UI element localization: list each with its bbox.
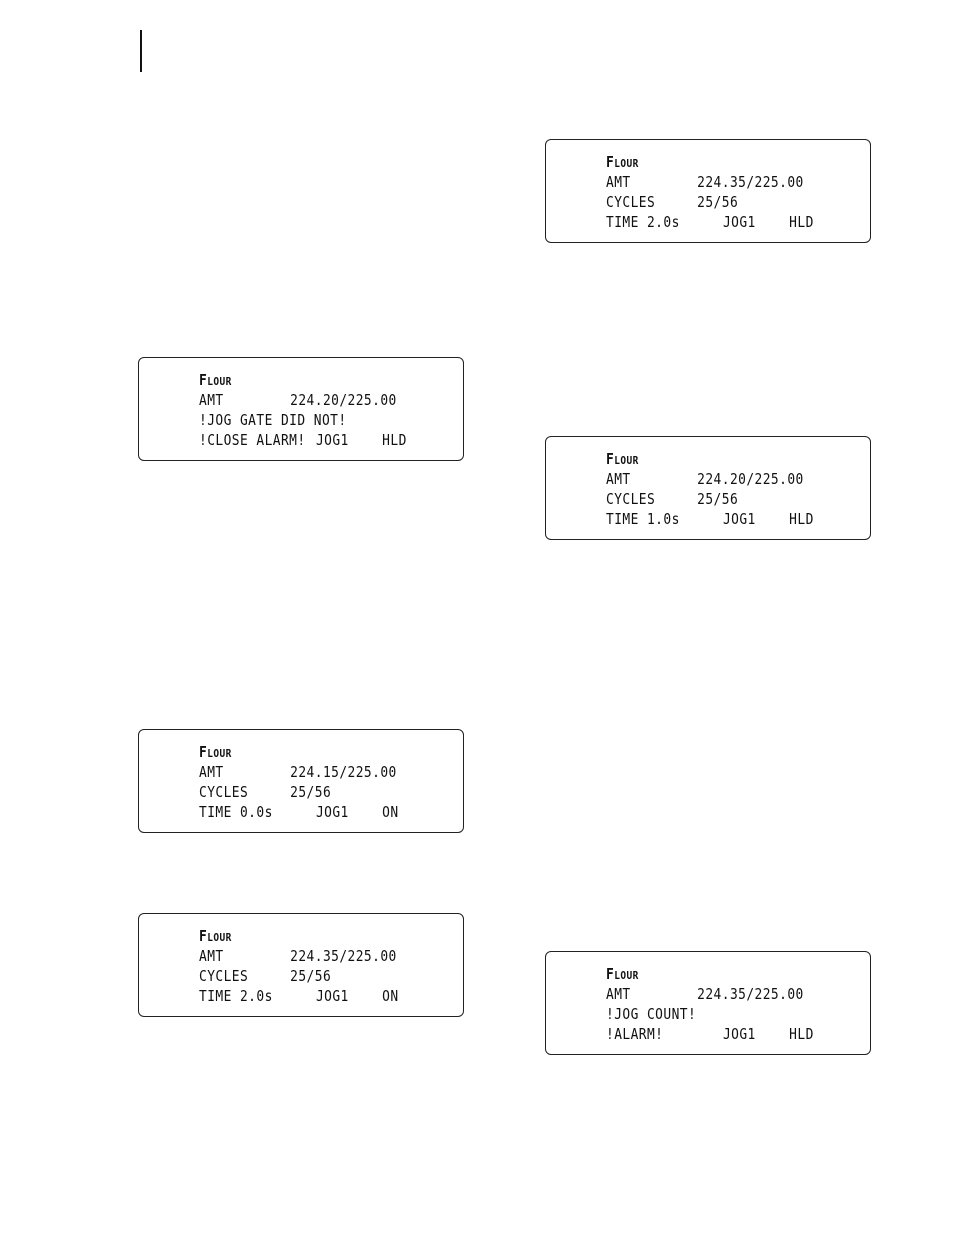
display-row-time (606, 212, 814, 232)
display-title: Flour (606, 965, 639, 983)
lcd-display-time-zero (138, 729, 464, 833)
row-status: HLD (789, 1025, 814, 1043)
display-row-time (606, 509, 814, 529)
lcd-display-mid-right (545, 436, 871, 540)
margin-rule (140, 30, 142, 72)
display-row-time (199, 986, 399, 1006)
row-value: 25/56 (697, 490, 739, 508)
row-label: AMT (199, 947, 224, 965)
display-title: Flour (606, 153, 639, 171)
display-row-alarm-message (606, 1004, 697, 1024)
display-row-time (199, 802, 399, 822)
row-label: CYCLES (606, 193, 656, 211)
row-value: 224.20/225.00 (697, 470, 804, 488)
lcd-display-top-right (545, 139, 871, 243)
display-title: Flour (199, 371, 232, 389)
row-label: AMT (606, 173, 631, 191)
row-value: 25/56 (697, 193, 739, 211)
alarm-text: !CLOSE ALARM! (199, 431, 306, 449)
display-row-amount (199, 946, 397, 966)
display-row-alarm-status (199, 430, 407, 450)
row-status: HLD (789, 510, 814, 528)
row-status: HLD (789, 213, 814, 231)
display-row-cycles (606, 192, 739, 212)
display-row-alarm-status (606, 1024, 814, 1044)
row-jog: JOG1 (722, 510, 756, 528)
row-label: CYCLES (606, 490, 656, 508)
display-title: Flour (199, 743, 232, 761)
row-value: 25/56 (290, 783, 332, 801)
row-value: 224.35/225.00 (697, 985, 804, 1003)
row-label: TIME 2.0s (199, 987, 273, 1005)
row-label: TIME 0.0s (199, 803, 273, 821)
row-jog: JOG1 (315, 987, 349, 1005)
row-value: 224.35/225.00 (290, 947, 397, 965)
lcd-display-time-two (138, 913, 464, 1017)
row-label: AMT (606, 470, 631, 488)
lcd-display-jog-count-alarm (545, 951, 871, 1055)
alarm-text: !JOG GATE DID NOT! (199, 411, 347, 429)
alarm-text: !ALARM! (606, 1025, 664, 1043)
row-value: 224.15/225.00 (290, 763, 397, 781)
row-label: CYCLES (199, 783, 249, 801)
display-row-amount (606, 469, 804, 489)
display-title: Flour (199, 927, 232, 945)
row-jog: JOG1 (315, 803, 349, 821)
row-label: TIME 1.0s (606, 510, 680, 528)
alarm-text: !JOG COUNT! (606, 1005, 697, 1023)
display-row-alarm-message (199, 410, 347, 430)
row-status: ON (382, 987, 399, 1005)
display-row-cycles (199, 782, 332, 802)
display-title: Flour (606, 450, 639, 468)
row-label: TIME 2.0s (606, 213, 680, 231)
row-label: AMT (606, 985, 631, 1003)
row-label: AMT (199, 391, 224, 409)
row-jog: JOG1 (722, 213, 756, 231)
row-label: CYCLES (199, 967, 249, 985)
lcd-display-jog-gate-alarm (138, 357, 464, 461)
row-status: ON (382, 803, 399, 821)
display-row-amount (606, 984, 804, 1004)
display-row-cycles (199, 966, 332, 986)
row-value: 25/56 (290, 967, 332, 985)
row-jog: JOG1 (315, 431, 349, 449)
row-value: 224.35/225.00 (697, 173, 804, 191)
row-jog: JOG1 (722, 1025, 756, 1043)
display-row-amount (199, 762, 397, 782)
row-value: 224.20/225.00 (290, 391, 397, 409)
display-row-amount (199, 390, 397, 410)
display-row-amount (606, 172, 804, 192)
display-row-cycles (606, 489, 739, 509)
row-label: AMT (199, 763, 224, 781)
row-status: HLD (382, 431, 407, 449)
